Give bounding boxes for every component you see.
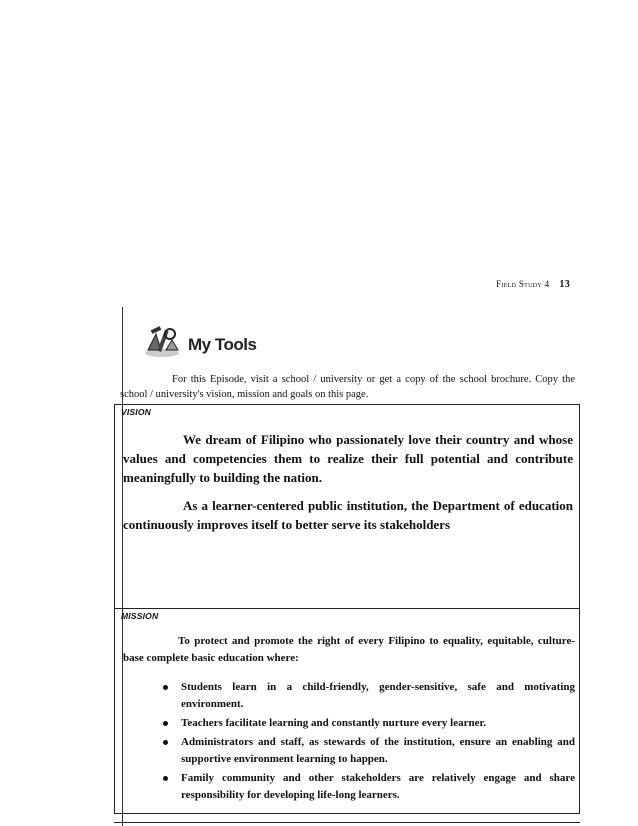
next-box-top-border bbox=[114, 822, 580, 823]
list-item: Family community and other stakeholders are relatively engage and share responsibility for developing life-long learners. bbox=[181, 770, 575, 804]
vision-statement bbox=[123, 430, 573, 543]
mission-box bbox=[114, 608, 580, 814]
my-tools-banner bbox=[142, 322, 256, 358]
list-item: Teachers facilitate learning and constantly nurture every learner. bbox=[181, 715, 575, 732]
mission-statement bbox=[123, 633, 575, 806]
vision-label: VISION bbox=[121, 407, 152, 417]
running-title: Field Study 4 bbox=[496, 279, 550, 289]
vision-box bbox=[114, 404, 580, 609]
instructions-paragraph: For this Episode, visit a school / university or get a copy of the school brochure. Copy the school / university's vision, mission and goals on this page. bbox=[120, 374, 575, 400]
mission-list bbox=[123, 679, 575, 804]
vision-paragraph: As a learner-centered public institution, the Department of education continuously improves itself to better serve its stakeholders bbox=[123, 498, 573, 532]
list-item: Administrators and staff, as stewards of the institution, ensure an enabling and supportive environment learning to happen. bbox=[181, 734, 575, 768]
page-header bbox=[496, 279, 570, 290]
vision-paragraph: We dream of Filipino who passionately love their country and whose values and competencies them to realize their full potential and contribute meaningfully to building the nation. bbox=[123, 432, 573, 485]
mission-label: MISSION bbox=[121, 611, 159, 621]
section-heading: My Tools bbox=[188, 335, 257, 354]
tools-icon bbox=[142, 322, 182, 358]
mission-intro: To protect and promote the right of every Filipino to equality, equitable, culture-base complete basic education where: bbox=[123, 635, 575, 664]
page-number: 13 bbox=[559, 279, 570, 290]
list-item: Students learn in a child-friendly, gender-sensitive, safe and motivating environment. bbox=[181, 679, 575, 713]
